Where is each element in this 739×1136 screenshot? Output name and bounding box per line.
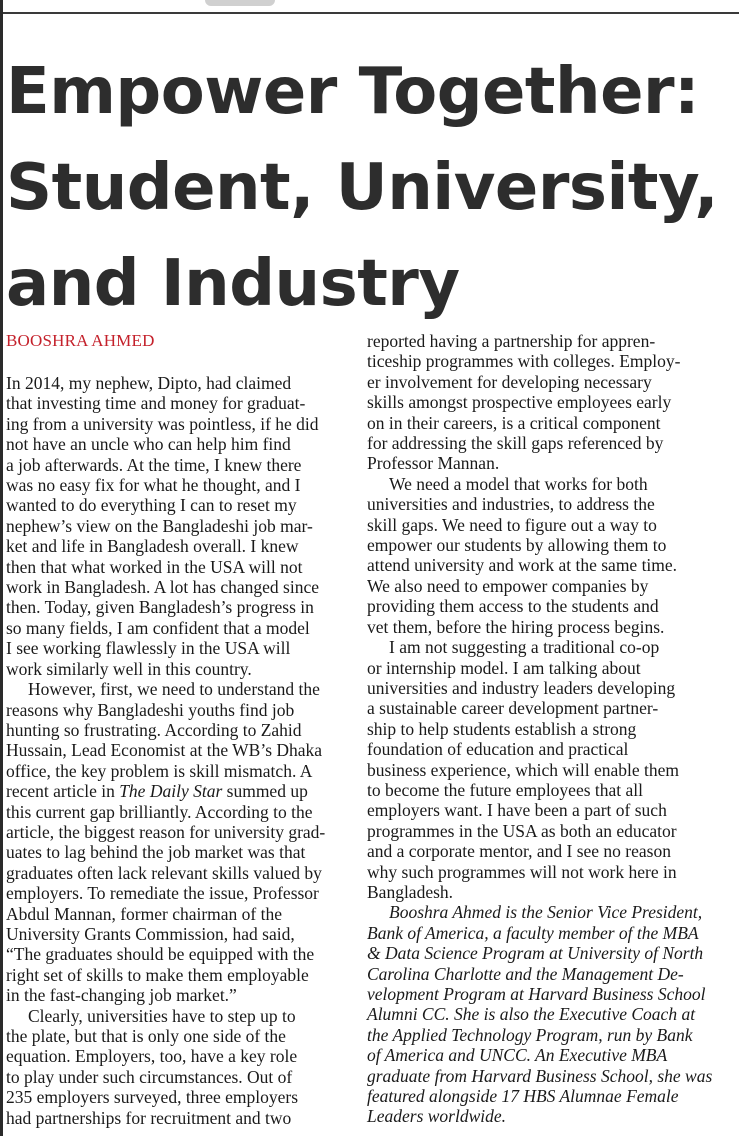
paragraph-model [367, 474, 712, 637]
text-line: reasons why Bangladeshi youths find job [6, 699, 295, 720]
text-line: uates to lag behind the job market was that [6, 842, 306, 863]
text-line: Bangladesh. [367, 881, 454, 902]
text-line: graduate from Harvard Business School, she was [367, 1065, 713, 1086]
text-line: work in Bangladesh. A lot has changed since [6, 577, 319, 598]
text-line: providing them access to the students and [367, 596, 659, 617]
article-headline [6, 44, 736, 332]
text-line: vet them, before the hiring process begins. [367, 616, 665, 637]
text-line: & Data Science Program at University of North [367, 943, 704, 964]
text-line: to play under such circumstances. Out of [6, 1066, 293, 1087]
text-line: and a corporate mentor, and I see no reason [367, 841, 671, 862]
author-byline: BOOSHRA AHMED [6, 331, 155, 350]
page-top-ornament [205, 0, 275, 6]
text-fragment: recent article in [6, 781, 120, 802]
text-line: was no easy fix for what he thought, and I [6, 475, 301, 496]
text-line: Professor Mannan. [367, 453, 500, 474]
text-line: so many fields, I am confident that a model [6, 617, 310, 638]
text-line: ket and life in Bangladesh overall. I knew [6, 536, 299, 557]
paragraph-partnership [367, 637, 712, 902]
text-line: employers. To remediate the issue, Professor [6, 883, 319, 904]
text-line: article, the biggest reason for university grad- [6, 821, 326, 842]
page-left-edge [0, 0, 3, 1136]
text-fragment: summed up [222, 781, 308, 802]
text-line: empower our students by allowing them to [367, 535, 667, 556]
text-line: employers want. I have been a part of such [367, 800, 667, 821]
text-line: University Grants Commission, had said, [6, 923, 295, 944]
text-line: had partnerships for recruitment and two [6, 1107, 292, 1128]
text-line: that investing time and money for graduat- [6, 393, 306, 414]
text-line: not have an uncle who can help him find [6, 434, 291, 455]
text-line: graduates often lack relevant skills valued by [6, 862, 322, 883]
paragraph-skill-mismatch [6, 679, 349, 1006]
text-line: a job afterwards. At the time, I knew there [6, 454, 302, 475]
text-line: a sustainable career development partner- [367, 698, 659, 719]
text-line: In 2014, my nephew, Dipto, had claimed [6, 373, 292, 393]
text-line: then. Today, given Bangladesh’s progress in [6, 597, 314, 618]
text-line: universities and industries, to address the [367, 494, 655, 515]
text-line: I am not suggesting a traditional co-op [389, 637, 660, 658]
top-divider [0, 12, 739, 14]
text-line: wanted to do everything I can to reset my [6, 495, 297, 516]
text-line: to become the future employees that all [367, 779, 644, 800]
text-line: Hussain, Lead Economist at the WB’s Dhaka [6, 740, 323, 761]
paragraph-continued [367, 331, 712, 474]
text-line: in the fast-changing job market.” [6, 985, 237, 1006]
text-line: We also need to empower companies by [367, 575, 649, 596]
text-line: of America and UNCC. An Executive MBA [367, 1045, 668, 1066]
text-line: skills amongst prospective employees early [367, 392, 672, 413]
text-line: the Applied Technology Program, run by Bank [367, 1024, 693, 1045]
headline-line: Student, University, [6, 151, 719, 225]
text-line: equation. Employers, too, have a key role [6, 1046, 298, 1067]
text-line: reported having a partnership for appren- [367, 331, 656, 351]
text-line: However, first, we need to understand the [28, 679, 320, 700]
text-line: ticeship programmes with colleges. Employ- [367, 351, 681, 372]
text-line: Abdul Mannan, former chairman of the [6, 903, 283, 924]
text-line: featured alongside 17 HBS Alumnae Female [367, 1086, 679, 1107]
article-column-right [367, 331, 712, 1127]
text-line: programmes in the USA as both an educator [367, 820, 677, 841]
text-line: for addressing the skill gaps referenced by [367, 433, 664, 454]
text-line: Carolina Charlotte and the Management De- [367, 963, 684, 984]
text-line: er involvement for developing necessary [367, 371, 652, 392]
text-line: We need a model that works for both [389, 473, 648, 494]
text-line: business experience, which will enable them [367, 759, 679, 780]
text-line: Clearly, universities have to step up to [28, 1005, 296, 1026]
text-line: universities and industry leaders developing [367, 677, 676, 698]
text-line: velopment Program at Harvard Business School [367, 984, 706, 1004]
text-line: then that what worked in the USA will not [6, 556, 303, 577]
text-line: hunting so frustrating. According to Zahid [6, 719, 302, 740]
text-line: on in their careers, is a critical component [367, 412, 661, 433]
text-line: 235 employers surveyed, three employers [6, 1087, 299, 1108]
text-line: “The graduates should be equipped with the [6, 944, 315, 965]
headline-line: Empower Together: [6, 55, 700, 129]
text-line: I see working flawlessly in the USA will [6, 638, 291, 659]
text-line: Bank of America, a faculty member of the MBA [367, 922, 699, 943]
text-line: ing from a university was pointless, if he did [6, 413, 319, 434]
text-line: foundation of education and practical [367, 739, 629, 760]
text-line: right set of skills to make them employable [6, 964, 309, 985]
author-bio [367, 902, 712, 1126]
publication-name: The Daily Star [119, 781, 223, 802]
text-line: skill gaps. We need to figure out a way to [367, 514, 657, 535]
text-line: ship to help students establish a strong [367, 718, 637, 739]
text-line: this current gap brilliantly. According to the [6, 801, 313, 822]
text-line: why such programmes will not work here in [367, 861, 677, 882]
text-line: attend university and work at the same time. [367, 555, 678, 576]
text-line: work similarly well in this country. [6, 658, 252, 679]
text-line: nephew’s view on the Bangladeshi job mar- [6, 515, 313, 536]
text-line: office, the key problem is skill mismatch. A [6, 760, 313, 781]
text-line: Leaders worldwide. [367, 1106, 507, 1127]
text-line: or internship model. I am talking about [367, 657, 641, 678]
text-line-with-citation [6, 781, 349, 801]
paragraph-employers [6, 1006, 349, 1128]
text-line: Booshra Ahmed is the Senior Vice President, [389, 902, 703, 923]
headline-line: and Industry [6, 247, 460, 321]
text-line: Alumni CC. She is also the Executive Coach at [367, 1004, 696, 1025]
paragraph-intro [6, 373, 349, 679]
article-column-left [6, 373, 349, 1128]
text-line: the plate, but that is only one side of the [6, 1026, 286, 1046]
